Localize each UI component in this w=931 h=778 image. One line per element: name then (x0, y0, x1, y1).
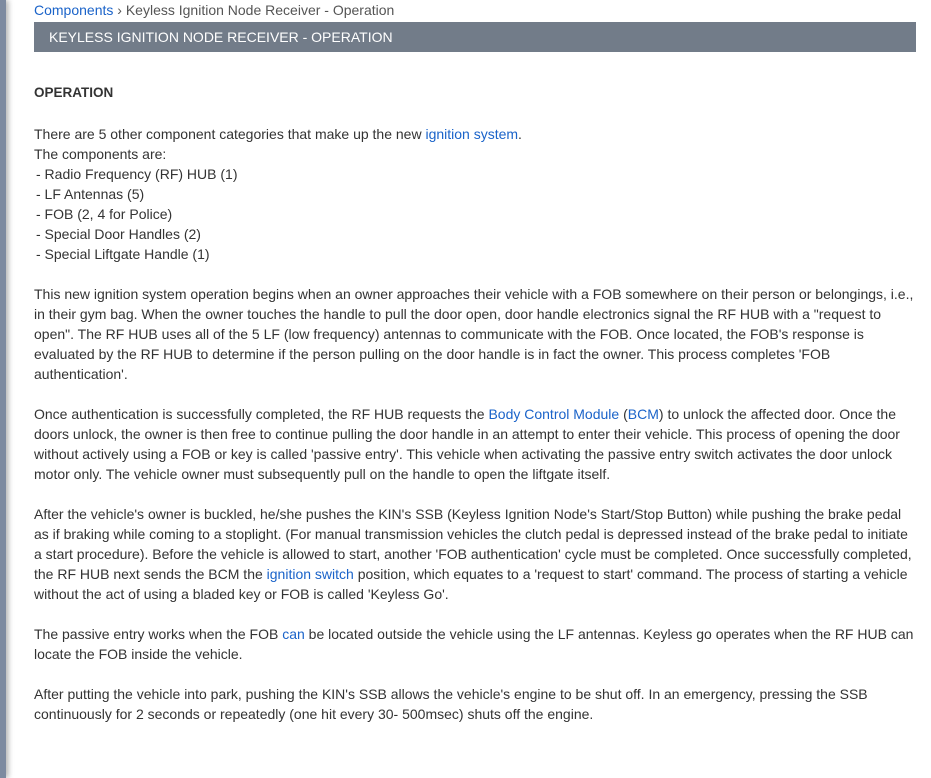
component-list-item: - Special Liftgate Handle (1) (36, 246, 210, 262)
component-list-item: - Radio Frequency (RF) HUB (1) (36, 166, 238, 182)
intro-line (34, 126, 522, 142)
left-panel-edge (0, 0, 6, 778)
text-segment: . (518, 126, 522, 142)
body-paragraph (34, 624, 916, 664)
text-segment: The passive entry works when the FOB (34, 626, 283, 642)
text-segment: position, which equates to a 'request to start' command. The process of starting a vehicle without the act of using a bladed key or FOB is called 'Keyless Go'. (34, 566, 908, 602)
component-list-item: - LF Antennas (5) (36, 186, 145, 202)
article-content (34, 83, 916, 744)
text-segment: After the vehicle's owner is buckled, he/she pushes the KIN's SSB (Keyless Ignition Node's Start/Stop Button) while pushing the brake pedal as if braking while coming to a stoplight. (For manual transmission vehicles the clutch pedal is depressed instead of the brake pedal to initiate a start procedure). Before the vehicle is allowed to start, another 'FOB authentication' cycle must be completed. Once successfully completed, the RF HUB next sends the BCM the (34, 506, 912, 582)
body-paragraph (34, 684, 916, 724)
page-title: KEYLESS IGNITION NODE RECEIVER - OPERATION (49, 29, 393, 45)
component-list-item: - FOB (2, 4 for Police) (36, 206, 173, 222)
inline-link[interactable]: can (282, 626, 305, 642)
breadcrumb (34, 2, 394, 18)
text-segment: ) to unlock the affected door. Once the doors unlock, the owner is then free to continue pulling the door handle in an attempt to enter their vehicle. This process of opening the door without actively using a FOB or key is called 'passive entry'. This vehicle when activating the passive entry switch activates the door unlock motor only. The vehicle owner must subsequently pull on the handle to open the liftgate itself. (34, 406, 900, 482)
inline-link[interactable]: Body Control Module (488, 406, 620, 422)
inline-link[interactable]: BCM (627, 406, 659, 422)
breadcrumb-link-components[interactable]: Components (34, 2, 114, 18)
text-segment: This new ignition system operation begins when an owner approaches their vehicle with a FOB somewhere on their person or belongings, i.e., in their gym bag. When the owner touches the handle to pull the door open, door handle electronics signal the RF HUB with a "request to open". The RF HUB uses all of the 5 LF (low frequency) antennas to communicate with the FOB. Once located, the FOB's response is evaluated by the RF HUB to determine if the person pulling on the door handle is in fact the owner. This process completes 'FOB authentication'. (34, 286, 914, 382)
body-paragraph (34, 404, 916, 484)
text-segment: Once authentication is successfully completed, the RF HUB requests the (34, 406, 489, 422)
body-paragraph (34, 504, 916, 604)
paragraphs (34, 284, 916, 724)
component-list-item: - Special Door Handles (2) (36, 226, 201, 242)
text-segment: be located outside the vehicle using the LF antennas. Keyless go operates when the RF HUB can locate the FOB inside the vehicle. (34, 626, 914, 662)
text-segment: ( (619, 406, 628, 422)
inline-link[interactable]: ignition switch (266, 566, 354, 582)
breadcrumb-current: Keyless Ignition Node Receiver - Operation (125, 2, 395, 18)
inline-link[interactable]: ignition system (425, 126, 519, 142)
section-title: OPERATION (34, 85, 114, 100)
text-segment: After putting the vehicle into park, pushing the KIN's SSB allows the vehicle's engine to be shut off. In an emergency, pressing the SSB continuously for 2 seconds or repeatedly (one hit every 30- 500msec) shuts off the engine. (34, 686, 868, 722)
body-paragraph (34, 284, 916, 384)
components-list (34, 164, 916, 264)
components-label: The components are: (34, 146, 167, 162)
intro-paragraph (34, 124, 916, 264)
breadcrumb-separator: › (113, 2, 126, 18)
text-segment: There are 5 other component categories that make up the new (34, 126, 426, 142)
page-title-bar (34, 22, 916, 52)
